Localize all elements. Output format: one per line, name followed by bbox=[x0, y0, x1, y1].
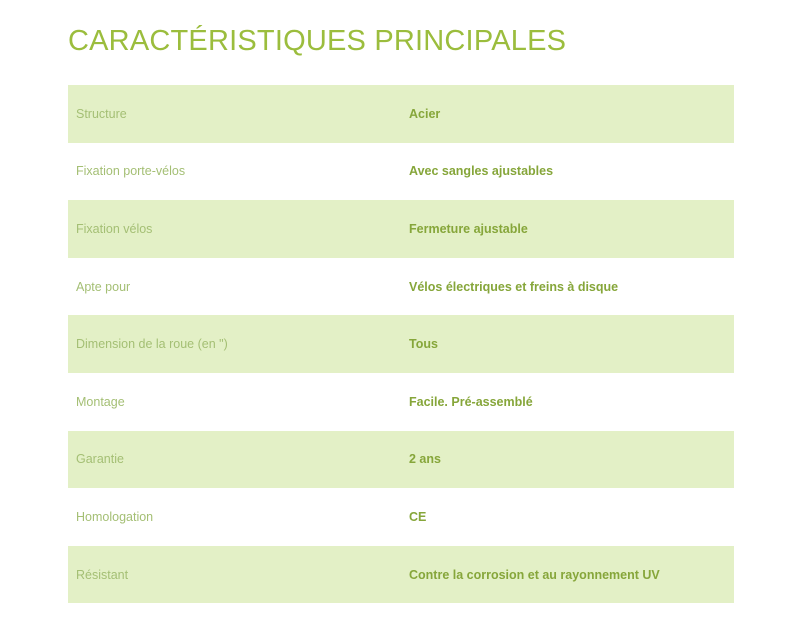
spec-row-montage bbox=[68, 373, 734, 431]
spec-label: Fixation vélos bbox=[76, 221, 153, 236]
spec-row-resistant bbox=[68, 546, 734, 604]
spec-label: Homologation bbox=[76, 509, 154, 524]
spec-value: Contre la corrosion et au rayonnement UV bbox=[409, 567, 660, 582]
spec-row-fixation-velos bbox=[68, 200, 734, 258]
spec-value: Fermeture ajustable bbox=[409, 221, 528, 236]
section-title: CARACTÉRISTIQUES PRINCIPALES bbox=[68, 25, 567, 57]
spec-label: Montage bbox=[76, 394, 125, 409]
spec-row-dimension-roue bbox=[68, 315, 734, 373]
spec-label: Dimension de la roue (en ") bbox=[76, 337, 228, 352]
spec-row-structure bbox=[68, 85, 734, 143]
spec-value: Tous bbox=[409, 337, 438, 352]
spec-row-garantie bbox=[68, 431, 734, 489]
spec-row-apte-pour bbox=[68, 258, 734, 316]
spec-label: Résistant bbox=[76, 567, 129, 582]
specifications-section bbox=[68, 0, 734, 603]
spec-row-homologation bbox=[68, 488, 734, 546]
spec-value: Acier bbox=[409, 106, 441, 121]
spec-value: Vélos électriques et freins à disque bbox=[409, 279, 619, 294]
spec-value: Avec sangles ajustables bbox=[409, 164, 554, 179]
spec-row-fixation-porte-velos bbox=[68, 143, 734, 201]
spec-value: Facile. Pré-assemblé bbox=[409, 394, 533, 409]
spec-label: Structure bbox=[76, 106, 127, 121]
spec-table bbox=[68, 85, 734, 603]
spec-value: 2 ans bbox=[409, 452, 441, 467]
spec-label: Fixation porte-vélos bbox=[76, 164, 186, 179]
spec-value: CE bbox=[409, 509, 427, 524]
spec-label: Garantie bbox=[76, 452, 124, 467]
spec-label: Apte pour bbox=[76, 279, 131, 294]
